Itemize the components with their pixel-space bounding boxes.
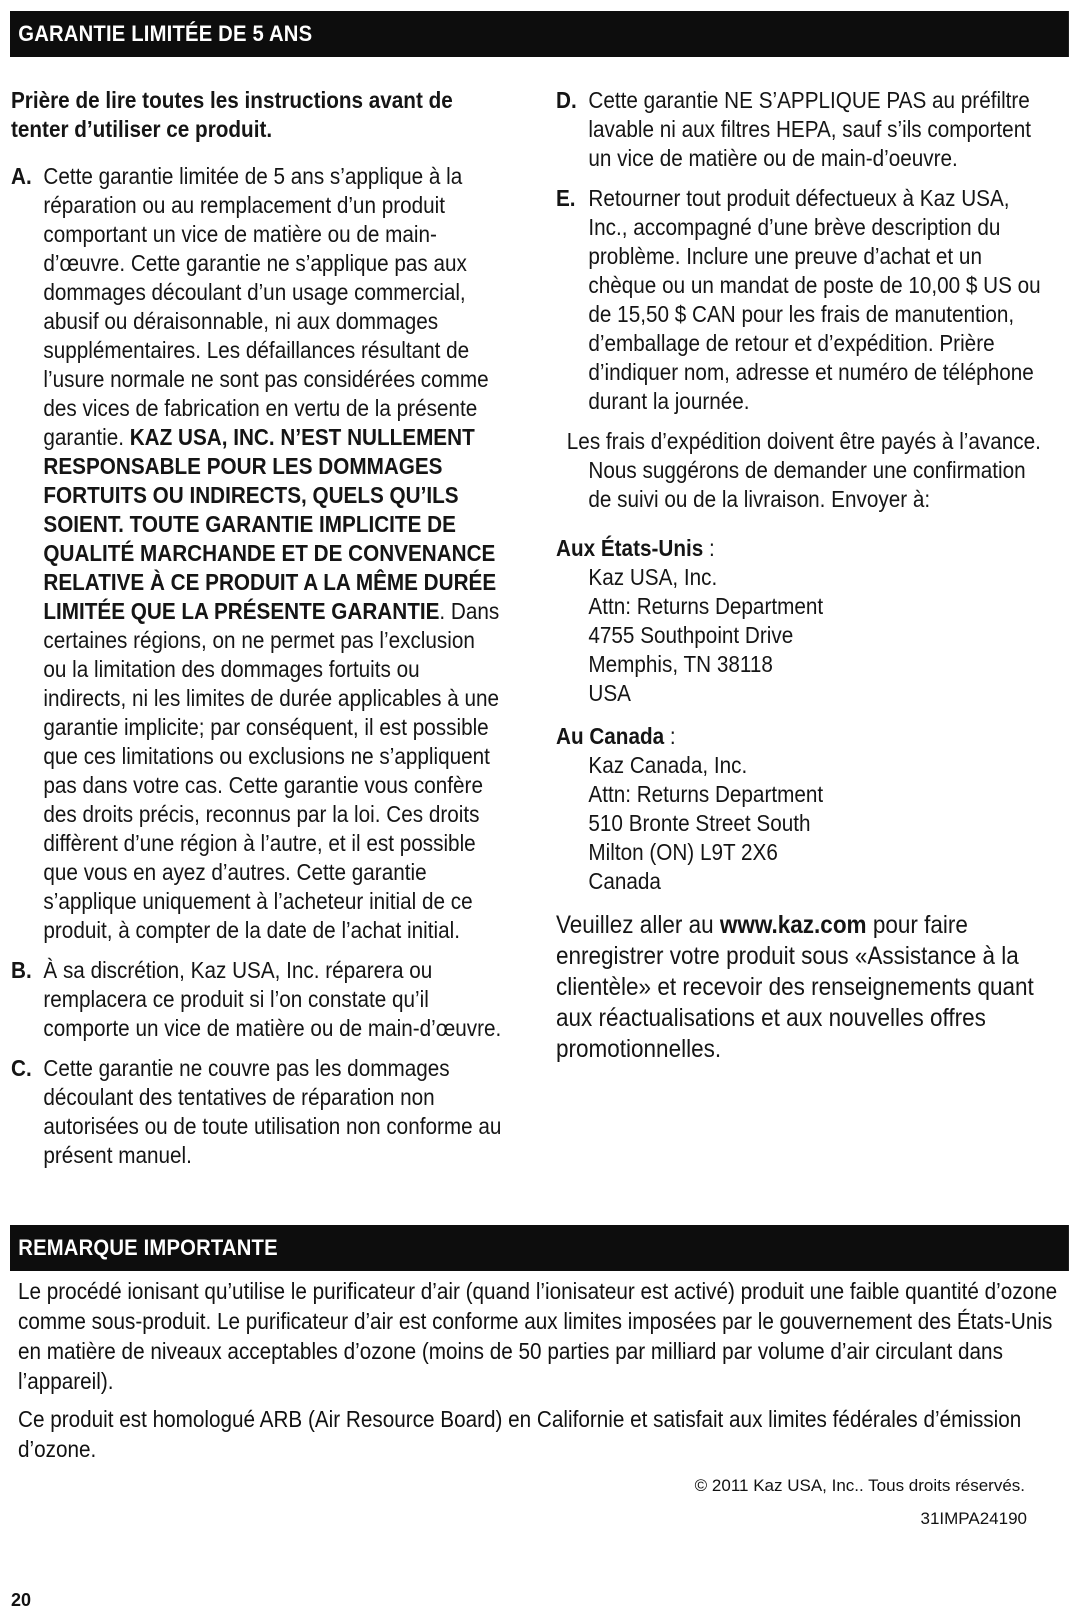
- warranty-item-e: [556, 184, 1042, 416]
- address-line: Kaz USA, Inc.: [588, 564, 718, 590]
- intro-text: Prière de lire toutes les instructions avant de tenter d’utiliser ce produit.: [11, 87, 453, 142]
- address-line: 510 Bronte Street South: [588, 810, 811, 836]
- item-e-text: Retourner tout produit défectueux à Kaz USA, Inc., accompagné d’une brève description du problème. Inclure une preuve d’achat et un chèque ou un mandat de poste de 10,00 $ US ou de 15,50 $ CAN pour les frais de manutention, d’emballage de retour et d’expédition. Prière d’indiquer nom, adresse et numéro de téléphone durant la journée.: [588, 185, 1041, 414]
- canada-address: [556, 751, 1042, 896]
- address-line: Attn: Returns Department: [588, 781, 824, 807]
- document-code: 31IMPA24190: [920, 1509, 1027, 1528]
- item-letter: B.: [11, 957, 32, 983]
- notice-paragraph: Ce produit est homologué ARB (Air Resource Board) en Californie et satisfait aux limites fédérales d’émission d’ozone.: [18, 1406, 1022, 1462]
- warranty-item-d: [556, 86, 1042, 173]
- warranty-item-b: [11, 956, 502, 1043]
- important-notice-heading: REMARQUE IMPORTANTE: [10, 1225, 1069, 1271]
- item-letter: D.: [556, 87, 577, 113]
- warranty-right-column: [556, 86, 1042, 1065]
- address-line: Attn: Returns Department: [588, 593, 824, 619]
- item-b-text: À sa discrétion, Kaz USA, Inc. réparera ou remplacera ce produit si l’on constate qu’il comporte un vice de matière ou de main-d’œuvre.: [43, 957, 502, 1041]
- page-number: 20: [11, 1590, 32, 1610]
- notice-paragraph: Le procédé ionisant qu’utilise le purificateur d’air (quand l’ionisateur est activé) produit une faible quantité d’ozone comme sous-produit. Le purificateur d’air est conforme aux limites imposées par le gouvernement des États-Unis en matière de niveaux acceptables d’ozone (moins de 50 parties par milliard par volume d’air circulant dans l’appareil).: [18, 1278, 1058, 1394]
- address-line: Memphis, TN 38118: [588, 651, 773, 677]
- warranty-item-a: [11, 162, 502, 945]
- item-a-bold-text: KAZ USA, INC. N’EST NULLEMENT RESPONSABLE POUR LES DOMMAGES FORTUITS OU INDIRECTS, QUELS QU’ILS SOIENT. TOUTE GARANTIE IMPLICITE DE QUALITÉ MARCHANDE ET DE CONVENANCE RELATIVE À CE PRODUIT A LA MÊME DURÉE LIMITÉE QUE LA PRÉSENTE GARANTIE: [43, 424, 497, 624]
- item-c-text: Cette garantie ne couvre pas les dommages découlant des tentatives de réparation non autorisées ou de toute utilisation non conforme au présent manuel.: [43, 1055, 502, 1168]
- registration-note: Veuillez aller au www.kaz.com pour faire enregistrer votre produit sous «Assistance à la clientèle» et recevoir des renseignements quant aux réactualisations et aux nouvelles offres promotionnelles.: [556, 911, 1034, 1063]
- item-letter: A.: [11, 163, 32, 189]
- item-letter: E.: [556, 185, 576, 211]
- warranty-item-c: [11, 1054, 502, 1170]
- canada-address-heading: Au Canada :: [556, 723, 676, 749]
- item-letter: C.: [11, 1055, 32, 1081]
- item-d-text: Cette garantie NE S’APPLIQUE PAS au préfiltre lavable ni aux filtres HEPA, sauf s’ils comportent un vice de matière ou de main-d’oeuvre.: [588, 87, 1031, 171]
- usa-address: [556, 563, 1042, 708]
- copyright-notice: © 2011 Kaz USA, Inc.. Tous droits réservés.: [694, 1476, 1025, 1495]
- warranty-left-column: [11, 86, 502, 1181]
- important-notice-body: [18, 1276, 1060, 1472]
- address-line: Kaz Canada, Inc.: [588, 752, 748, 778]
- address-line: USA: [588, 680, 631, 706]
- usa-address-heading: Aux États-Unis :: [556, 535, 715, 561]
- item-a-text: Cette garantie limitée de 5 ans s’applique à la réparation ou au remplacement d’un produit comportant un vice de matière ou de main-d’œuvre. Cette garantie ne s’applique pas aux dommages découlant d’un usage commercial, abusif ou déraisonnable, ni aux dommages supplémentaires. Les défaillances résultant de l’usure normale ne sont pas considérées comme des vices de fabrication en vertu de la présente garantie.: [43, 163, 489, 450]
- warranty-heading: GARANTIE LIMITÉE DE 5 ANS: [10, 11, 1069, 57]
- kaz-website-link[interactable]: www.kaz.com: [719, 911, 867, 939]
- item-a-text-after: . Dans certaines régions, on ne permet pas l’exclusion ou la limitation des dommages fortuits ou indirects, ni les limites de durée applicables à une garantie implicite; par conséquent, il est possible que ces limitations ou exclusions ne s’appliquent pas dans votre cas. Cette garantie vous confère des droits précis, reconnus par la loi. Ces droits diffèrent d’une région à l’autre, et il est possible que vous en ayez d’autres. Cette garantie s’applique uniquement à l’acheteur initial de ce produit, à compter de la date de l’achat initial.: [43, 598, 500, 943]
- address-line: Canada: [588, 868, 661, 894]
- shipping-note: Les frais d’expédition doivent être payés à l’avance. Nous suggérons de demander une confirmation de suivi ou de la livraison. Envoyer à:: [566, 428, 1041, 512]
- address-line: 4755 Southpoint Drive: [588, 622, 794, 648]
- address-line: Milton (ON) L9T 2X6: [588, 839, 778, 865]
